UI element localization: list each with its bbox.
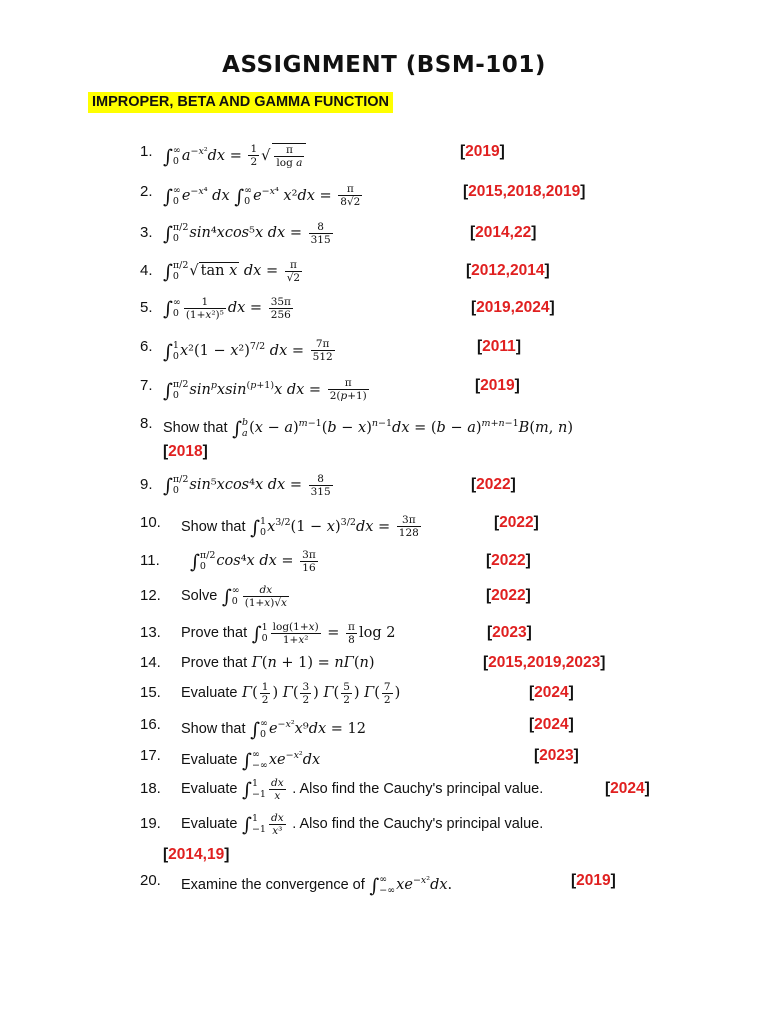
instruction-label: Evaluate [181,816,238,832]
math-expression: ∫ ∞ 0 $\frac{1}{\text{(1+x²)⁵}}$ dx = $\frac{35\pi}{256}$ [163,295,291,321]
question-number: 13. [140,624,161,641]
math-expression: ∫ π/2 0 sin⁴xcos⁵x dx = $\frac{8}{315}$ [163,220,331,246]
math-expression: Evaluate ∫ ∞ −∞ $xe^{-x^2}dx$ [181,748,321,772]
instruction-label: Show that [181,720,246,737]
question-19 [0,809,768,839]
math-expression: Show that ∫ b a $(x - a)^{m-1}(b - x)^{n-1}dx = (b - a)^{m+n-1}B(m$, n) [163,416,573,440]
question-number: 7. [140,377,153,394]
question-number: 15. [140,684,161,701]
math-expression: ∫ π/2 0 cos⁴x dx = $\frac{3\pi}{16}$ [190,548,316,574]
question-number: 17. [140,747,161,764]
question-6 [0,332,768,362]
question-number: 9. [140,476,153,493]
instruction-label: Evaluate [181,685,238,701]
question-3 [0,218,768,248]
question-number: 1. [140,143,153,160]
exam-years-tag: [2018] [163,443,208,460]
math-expression: ∫ 1 0 $x^2(1 - x^2)^{7/2}$ dx = $\frac{7\pi}{512}$ [163,338,333,364]
instruction-suffix: . Also find the Cauchy's principal value. [292,816,544,832]
math-expression: ∫ ∞ 0 $e^{-x^4}$ dx ∫ ∞ 0 $e^{-x^4}$ x²dx = $\frac{\pi}{8√2}$ [163,183,361,209]
section-heading: IMPROPER, BETA AND GAMMA FUNCTION [88,92,393,113]
question-5 [0,293,768,323]
math-expression: ∫ π/2 0 sin⁵xcos⁴x dx = $\frac{8}{315}$ [163,472,331,498]
instruction-label: Show that [181,518,246,535]
question-4 [0,256,768,286]
instruction-label: Evaluate [181,751,238,768]
instruction-label: Solve [181,588,218,604]
question-number: 2. [140,183,153,200]
exam-years-tag: [2019,2024] [471,299,555,316]
question-16 [0,710,768,740]
instruction-label: Examine the convergence of [181,876,365,893]
question-9 [0,470,768,500]
question-number: 16. [140,716,161,733]
question-number: 19. [140,815,161,832]
math-expression: Solve ∫ ∞ 0 $\frac{dx}{(1+x)√x}$ [181,583,287,609]
exam-years-tag: [2015,2019,2023] [483,654,606,671]
exam-years-tag: [2023] [534,747,579,764]
question-8 [0,409,768,439]
exam-years-tag: [2015,2018,2019] [463,183,586,200]
question-13 [0,618,768,648]
math-expression: Examine the convergence of ∫ ∞ −∞ $xe^{-x^2}dx$. [181,873,453,897]
question-15 [0,678,768,708]
exam-years-tag: [2019] [460,143,505,160]
question-number: 3. [140,224,153,241]
instruction-label: Prove that [181,625,248,641]
question-number: 20. [140,872,161,889]
question-8-years [0,437,768,467]
exam-years-tag: [2022] [494,514,539,531]
instruction-label: Prove that [181,655,248,671]
question-2 [0,177,768,207]
question-number: 18. [140,780,161,797]
exam-years-tag: [2024] [605,780,650,797]
exam-years-tag: [2024] [529,684,574,701]
exam-years-tag: [2014,22] [470,224,537,241]
page-title: ASSIGNMENT (BSM-101) [222,52,546,78]
question-18 [0,774,768,804]
math-expression: ∫ π/2 0 $\sin^pxsin^{(p+1)}x$ dx = $\frac{\pi}{2(p+1)}$ [163,377,367,403]
question-12 [0,581,768,611]
question-14 [0,648,768,678]
exam-years-tag: [2022] [486,587,531,604]
exam-years-tag: [2019] [475,377,520,394]
instruction-suffix: . Also find the Cauchy's principal value. [292,781,544,797]
instruction-label: Evaluate [181,781,238,797]
math-expression: Show that ∫ ∞ 0 $e^{-x^2}x^9dx = 12$ [181,717,366,741]
math-expression: Evaluate ∫ 1 −1 $\frac{dx}{\text{x³}}$ . Also find the Cauchy's principal value. [181,811,544,837]
question-1 [0,137,768,167]
question-number: 11. [140,552,160,569]
question-number: 4. [140,262,153,279]
question-number: 14. [140,654,161,671]
instruction-label: Show that [163,419,228,436]
math-expression: Prove that Γ(n + 1) = nΓ(n) [181,655,375,671]
math-expression: ∫ π/2 0 √ tan x dx = $\frac{\pi}{√2}$ [163,258,301,284]
exam-years-tag: [2014,19] [163,846,230,863]
math-expression: Prove that ∫ 1 0 $\frac{\log(1+x)}{\text{1+x²}}$ = $\frac{\pi}{8}$ log 2 [181,620,396,646]
question-number: 5. [140,299,153,316]
exam-years-tag: [2011] [477,338,521,355]
math-expression: Show that ∫ 1 0 $x^{3/2}(1 - x)^{3/2}dx$ = $\frac{3\pi}{128}$ [181,514,419,540]
exam-years-tag: [2024] [529,716,574,733]
question-11 [0,546,768,576]
question-7 [0,371,768,401]
exam-years-tag: [2022] [471,476,516,493]
question-20 [0,866,768,896]
question-number: 8. [140,415,153,432]
question-number: 12. [140,587,161,604]
math-expression: ∫ ∞ 0 $a^{-x^2}dx$ = $\frac{1}{2}$ √ $\frac{\pi}{\text{log a}}$ [163,137,308,172]
question-number: 10. [140,514,161,531]
math-expression: Evaluate ∫ 1 −1 $\frac{dx}{x}$ . Also find the Cauchy's principal value. [181,776,544,802]
exam-years-tag: [2019] [571,872,616,889]
math-expression: Evaluate Γ( $\frac{1}{2}$ ) Γ( $\frac{3}{2}$ ) Γ( $\frac{5}{2}$ ) Γ( $\frac{7}{2}$ ) [181,680,401,706]
question-17 [0,741,768,771]
question-10 [0,508,768,538]
exam-years-tag: [2022] [486,552,531,569]
exam-years-tag: [2012,2014] [466,262,550,279]
exam-years-tag: [2023] [487,624,532,641]
question-number: 6. [140,338,153,355]
